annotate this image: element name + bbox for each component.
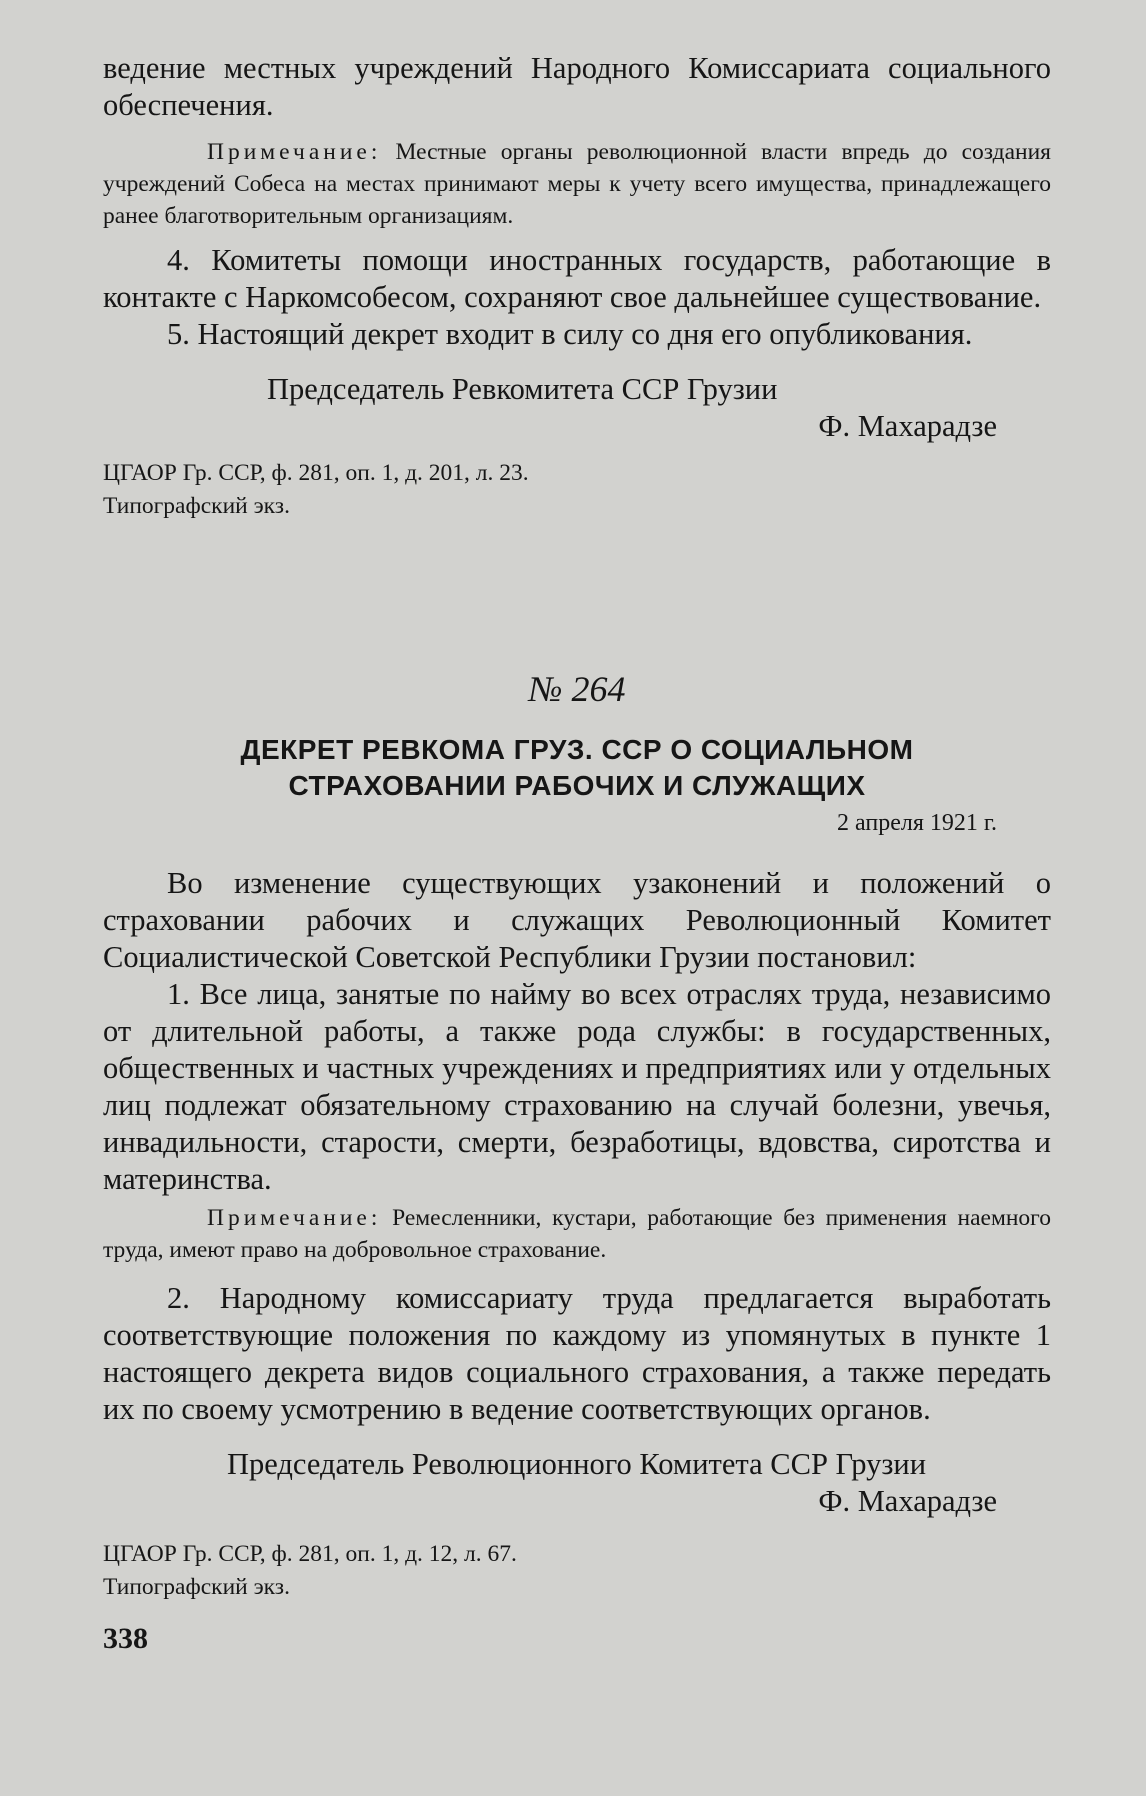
note-label: Примечание: [207,1205,382,1231]
previous-document-end [103,50,1051,523]
signature-title: Председатель Ревкомитета ССР Грузии [267,372,778,406]
item-5: 5. Настоящий декрет входит в силу со дня его опубликования. [167,317,973,351]
document-264 [103,668,1051,1656]
archive-type: Типографский экз. [103,1574,290,1600]
signature-title: Председатель Революционного Комитета ССР Грузии [227,1447,927,1481]
note-text: Ремесленники, кустари, работающие без применения наемного труда, имеют право на добровольное страхование. [103,1205,1051,1263]
item-1: 1. Все лица, занятые по найму во всех отраслях труда, независимо от длительной работы, а также рода службы: в государственных, общественных и частных учреждениях и предприятиях или у отдельных лиц подлежат обязательному страхованию на случай болезни, увечья, инвадильности, старости, смерти, безработицы, вдовства, сиротства и материнства. [103,977,1051,1196]
note-label: Примечание: [207,139,382,165]
document-title-line-2: СТРАХОВАНИИ РАБОЧИХ И СЛУЖАЩИХ [288,770,866,801]
archive-reference: ЦГАОР Гр. ССР, ф. 281, оп. 1, д. 201, л. 23. [103,460,529,486]
item-2: 2. Народному комиссариату труда предлагается выработать соответствующие положения по каждому из упомянутых в пункте 1 настоящего декрета видов социального страхования, а также передать их по своему усмотрению в ведение соответствующих органов. [103,1281,1051,1426]
note [103,136,1051,232]
page-number: 338 [103,1622,148,1655]
document-date: 2 апреля 1921 г. [837,810,997,836]
signature-name: Ф. Махарадзе [818,409,997,443]
document-number: № 264 [528,669,626,709]
note-text: Местные органы революционной власти впредь до создания учреждений Собеса на местах принимают меры к учету всего имущества, принадлежащего ранее благотворительным организациям. [103,139,1051,229]
archive-type: Типографский экз. [103,493,290,519]
document-title-line-1: ДЕКРЕТ РЕВКОМА ГРУЗ. ССР О СОЦИАЛЬНОМ [240,734,914,765]
item-4: 4. Комитеты помощи иностранных государств, работающие в контакте с Наркомсобесом, сохраняют свое дальнейшее существование. [103,243,1051,314]
archive-reference: ЦГАОР Гр. ССР, ф. 281, оп. 1, д. 12, л. 67. [103,1541,517,1567]
signature-name: Ф. Махарадзе [818,1484,997,1518]
note [103,1202,1051,1266]
paragraph-continuation: ведение местных учреждений Народного Комиссариата социального обеспечения. [103,51,1051,122]
intro-paragraph: Во изменение существующих узаконений и положений о страховании рабочих и служащих Революционный Комитет Социалистической Советской Республики Грузии постановил: [103,866,1051,974]
